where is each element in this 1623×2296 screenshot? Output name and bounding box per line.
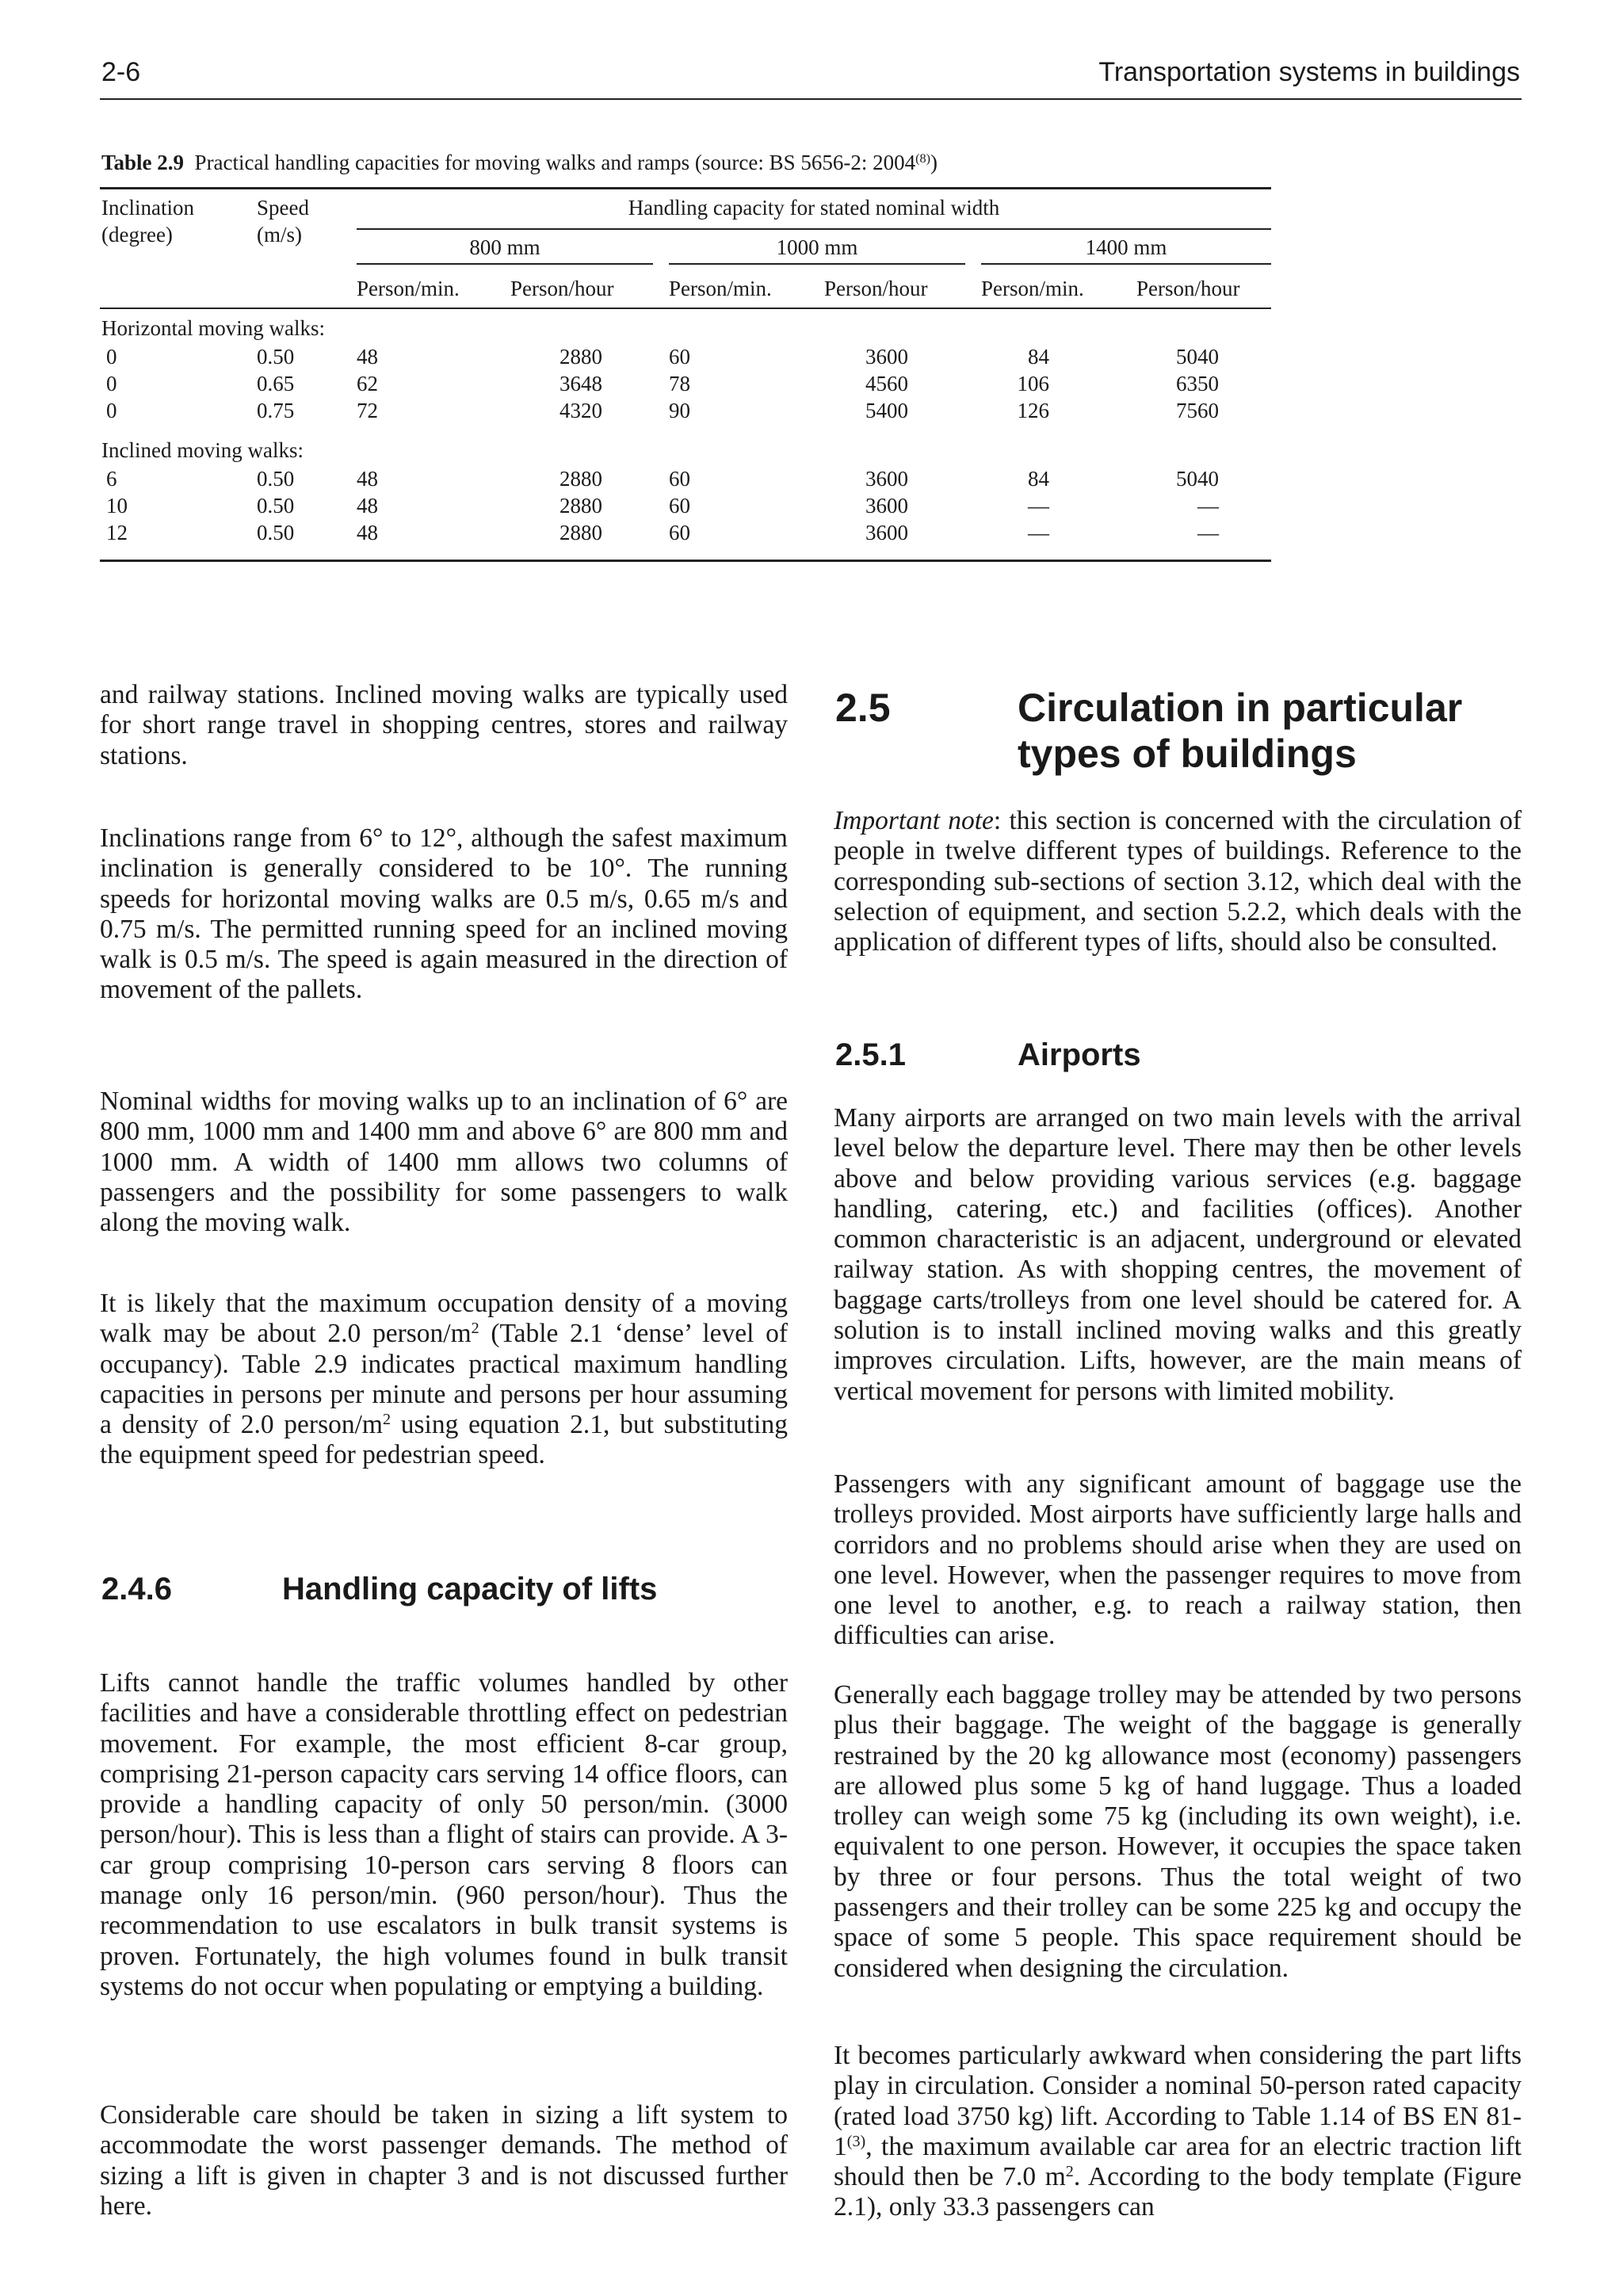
table-cell: 0.50 xyxy=(257,494,295,518)
col-inclination-label: Inclination xyxy=(101,196,194,220)
table-cell: 4320 xyxy=(559,399,602,422)
table-section-title: Inclined moving walks: xyxy=(101,438,304,462)
table-cell: 48 xyxy=(357,467,378,491)
paragraph xyxy=(834,2041,1522,2223)
table-cell: 84 xyxy=(1028,345,1049,369)
table-caption-ref: (8) xyxy=(915,151,930,166)
table-cell: 0 xyxy=(106,372,117,395)
table-top-rule xyxy=(100,187,1271,189)
page-number: 2-6 xyxy=(101,57,141,87)
table-cell: 0.50 xyxy=(257,521,295,544)
chapter-section-heading: Circulation in particular types of buildings xyxy=(1018,686,1463,776)
table-caption-text: Practical handling capacities for moving walks and ramps (source: BS 5656-2: 2004 xyxy=(194,151,916,174)
table-cell: 6350 xyxy=(1176,372,1219,395)
table-cell: 7560 xyxy=(1176,399,1219,422)
section-heading: Handling capacity of lifts xyxy=(282,1572,658,1606)
table-section-title: Horizontal moving walks: xyxy=(101,316,325,340)
table-cell: 2880 xyxy=(559,467,602,491)
table-cell: 0.75 xyxy=(257,399,295,422)
handling-capacity-table xyxy=(100,187,1271,563)
paragraph: Nominal widths for moving walks up to an inclination of 6° are 800 mm, 1000 mm and 1400 mm and above 6° are 800 mm and 1000 mm. A width of 1400 mm allows two columns of passengers and the possibility for some passengers to walk along the moving walk. xyxy=(100,1087,788,1238)
table-caption-close: ) xyxy=(930,151,938,174)
table-cell: 0 xyxy=(106,399,117,422)
sub-header: Person/hour xyxy=(1136,277,1240,300)
table-bottom-rule xyxy=(100,560,1271,562)
group-rule xyxy=(357,228,1271,230)
paragraph: Passengers with any significant amount of baggage use the trolleys provided. Most airports have sufficiently large halls and corridors and no problems should arise when they are used on one level. However, when the passenger requires to move from one level to another, e.g. to reach a railway station, then difficulties can arise. xyxy=(834,1469,1522,1651)
table-cell: 3600 xyxy=(865,467,908,491)
text-run: It becomes particularly awkward when considering the part lifts play in circulation. Consider a nominal 50-person rated capacity (rated load 3750 kg) lift. According to Table 1.14 of BS EN 81-1 xyxy=(834,2041,1522,2161)
width-heading: 1400 mm xyxy=(1085,235,1167,259)
paragraph xyxy=(834,806,1522,957)
table-cell: 10 xyxy=(106,494,128,518)
table-cell: 12 xyxy=(106,521,128,544)
note-label: Important note xyxy=(834,806,994,835)
text-run: : this section is concerned with the circulation of people in twelve different types of buildings. Reference to the corresponding sub-sections of section 3.12, which deal with the selection of equipment, and section 5.2.2, which deals with the application of different types of lifts, should also be consulted. xyxy=(834,806,1522,957)
width-1400-rule xyxy=(981,263,1271,265)
text-run: using equation 2.1, but substituting the equipment speed for pedestrian speed. xyxy=(100,1410,788,1470)
text-run: . According to the body template (Figure 2.1), only 33.3 passengers can xyxy=(834,2162,1522,2222)
section-heading: Airports xyxy=(1018,1037,1141,1072)
group-heading: Handling capacity for stated nominal width xyxy=(628,196,1000,220)
table-cell: 60 xyxy=(669,521,690,544)
paragraph: Many airports are arranged on two main levels with the arrival level below the departure level. There may then be other levels above and below providing various services (e.g. baggage handling, catering, etc.) and facilities (offices). Another common characteristic is an adjacent, underground or elevated railway station. As with shopping centres, the movement of baggage carts/trolleys from one level should be catered for. A solution is to install inclined moving walks and this greatly improves circulation. Lifts, however, are the main means of vertical movement for persons with limited mobility. xyxy=(834,1103,1522,1406)
table-cell: 0 xyxy=(106,345,117,369)
sub-header: Person/min. xyxy=(981,277,1084,300)
table-cell: 3600 xyxy=(865,345,908,369)
table-cell: 3600 xyxy=(865,521,908,544)
table-cell: 5040 xyxy=(1176,345,1219,369)
width-heading: 1000 mm xyxy=(776,235,858,259)
sub-header: Person/min. xyxy=(669,277,772,300)
sub-header: Person/hour xyxy=(510,277,614,300)
chapter-section-number: 2.5 xyxy=(835,686,891,730)
table-caption-label: Table 2.9 xyxy=(101,151,185,174)
superscript: 2 xyxy=(471,1320,479,1338)
table-cell: — xyxy=(1197,521,1219,544)
table-cell: — xyxy=(1028,494,1049,518)
table-cell: 60 xyxy=(669,345,690,369)
paragraph: Lifts cannot handle the traffic volumes handled by other facilities and have a considerable throttling effect on pedestrian movement. For example, the most efficient 8-car group, comprising 21-person capacity cars serving 14 office floors, can provide a handling capacity of only 50 person/min. (3000 person/hour). This is less than a flight of stairs can provide. A 3-car group comprising 10-person cars serving 8 floors can manage only 16 person/min. (960 person/hour). Thus the recommendation to use escalators in bulk transit systems is proven. Fortunately, the high volumes found in bulk transit systems do not occur when populating or emptying a building. xyxy=(100,1668,788,2001)
text-run: , the maximum available car area for an electric traction lift should then be 7.0 m xyxy=(834,2131,1522,2192)
width-heading: 800 mm xyxy=(469,235,540,259)
paragraph: and railway stations. Inclined moving walks are typically used for short range travel in shopping centres, stores and railway stations. xyxy=(100,680,788,770)
table-cell: — xyxy=(1028,521,1049,544)
table-cell: 90 xyxy=(669,399,690,422)
table-cell: — xyxy=(1197,494,1219,518)
table-cell: 84 xyxy=(1028,467,1049,491)
header-bottom-rule xyxy=(100,308,1271,309)
text-run: It is likely that the maximum occupation density of a moving walk may be about 2.0 person/m xyxy=(100,1289,788,1349)
table-cell: 0.50 xyxy=(257,345,295,369)
table-cell: 5400 xyxy=(865,399,908,422)
superscript: 2 xyxy=(1065,2163,1074,2181)
text-run: (Table 2.1 ‘dense’ level of occupancy). Table 2.9 indicates practical maximum handling capacities in persons per minute and persons per hour assuming a density of 2.0 person/m xyxy=(100,1319,788,1440)
col-speed-label: Speed xyxy=(257,196,309,220)
table-cell: 106 xyxy=(1017,372,1049,395)
table-cell: 78 xyxy=(669,372,690,395)
table-cell: 2880 xyxy=(559,521,602,544)
table-cell: 126 xyxy=(1017,399,1049,422)
table-cell: 48 xyxy=(357,345,378,369)
table-cell: 2880 xyxy=(559,494,602,518)
table-cell: 6 xyxy=(106,467,117,491)
width-1000-rule xyxy=(669,263,965,265)
col-inclination-unit: (degree) xyxy=(101,223,173,246)
col-speed-unit: (m/s) xyxy=(257,223,302,246)
table-cell: 48 xyxy=(357,521,378,544)
table-cell: 48 xyxy=(357,494,378,518)
paragraph: Considerable care should be taken in sizing a lift system to accommodate the worst passenger demands. The method of sizing a lift is given in chapter 3 and is not discussed further here. xyxy=(100,2100,788,2221)
superscript: 2 xyxy=(382,1411,391,1429)
table-cell: 3648 xyxy=(559,372,602,395)
table-cell: 2880 xyxy=(559,345,602,369)
table-cell: 3600 xyxy=(865,494,908,518)
table-cell: 60 xyxy=(669,494,690,518)
table-cell: 5040 xyxy=(1176,467,1219,491)
sub-header: Person/min. xyxy=(357,277,460,300)
running-title: Transportation systems in buildings xyxy=(1098,57,1520,87)
sub-header: Person/hour xyxy=(824,277,928,300)
paragraph: Inclinations range from 6° to 12°, although the safest maximum inclination is generally considered to be 10°. The running speeds for horizontal moving walks are 0.5 m/s, 0.65 m/s and 0.75 m/s. The permitted running speed for an inclined moving walk is 0.5 m/s. The speed is again measured in the direction of movement of the pallets. xyxy=(100,823,788,1005)
table-cell: 60 xyxy=(669,467,690,491)
header-rule xyxy=(100,98,1522,100)
table-caption xyxy=(101,151,938,175)
section-number: 2.4.6 xyxy=(101,1572,172,1606)
table-cell: 4560 xyxy=(865,372,908,395)
table-cell: 72 xyxy=(357,399,378,422)
paragraph: Generally each baggage trolley may be attended by two persons plus their baggage. The weight of the baggage is generally restrained by the 20 kg allowance most (economy) passengers are allowed plus some 5 kg of hand luggage. Thus a loaded trolley can weigh some 75 kg (including its own weight), i.e. equivalent to one person. However, it occupies the space taken by three or four persons. Thus the total weight of two passengers and their trolley can be some 225 kg and occupy the space of some 5 people. This space requirement should be considered when designing the circulation. xyxy=(834,1680,1522,1983)
table-cell: 0.50 xyxy=(257,467,295,491)
table-cell: 62 xyxy=(357,372,378,395)
table-cell: 0.65 xyxy=(257,372,295,395)
section-number: 2.5.1 xyxy=(835,1037,906,1072)
paragraph xyxy=(100,1289,788,1471)
width-800-rule xyxy=(357,263,653,265)
superscript: (3) xyxy=(846,2132,866,2150)
